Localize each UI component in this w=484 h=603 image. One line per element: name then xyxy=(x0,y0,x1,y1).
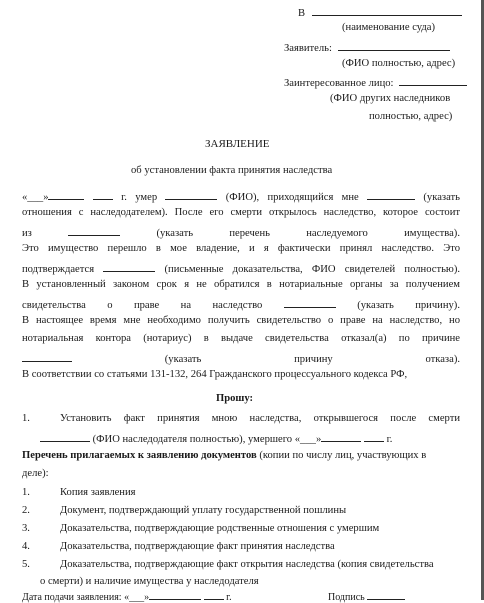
item-num: 5. xyxy=(22,559,30,570)
text: (указать причину). xyxy=(357,300,460,311)
p3-line-2 xyxy=(22,334,460,345)
court-line xyxy=(298,6,462,20)
attachment-item-text: Документ, подтверждающий уплату государственной пошлины xyxy=(60,505,347,516)
page-subtitle: об установлении факта принятия наследства xyxy=(131,165,333,176)
page-title: ЗАЯВЛЕНИЕ xyxy=(205,138,270,150)
text: (указать xyxy=(423,192,460,203)
attachment-item xyxy=(22,524,30,535)
request-line-1: Установить факт принятия мною наследства, открывшегося после смерти xyxy=(60,413,460,424)
p1-line-3 xyxy=(22,226,460,240)
item-num: 4. xyxy=(22,541,30,552)
item-num: 2. xyxy=(22,505,30,516)
text: (ФИО наследодателя полностью), умершего «___» xyxy=(92,434,322,445)
applicant-blank xyxy=(338,41,450,51)
blank xyxy=(48,190,84,200)
attachment-item-text: Доказательства, подтверждающие родственные отношения с умершим xyxy=(60,523,380,534)
date-label: Дата подачи заявления: «___» xyxy=(22,592,150,603)
p2-line-2 xyxy=(22,298,460,312)
court-blank xyxy=(312,6,462,16)
p1-line-2: отношения с наследодателем). После его смерти открылось наследство, которое состоит xyxy=(22,207,460,218)
interested-label: Заинтересованное лицо: xyxy=(284,78,394,89)
blank xyxy=(364,432,384,442)
attachments-heading-rest: (копии по числу лиц, участвующих в xyxy=(259,450,427,461)
attachment-item-5-line-2: о смерти) и наличие имущества у наследодателя xyxy=(40,576,259,587)
request-num: 1. xyxy=(22,413,30,424)
text: нотариальная контора (нотариус) в выдаче свидетельства отказал(а) по причине xyxy=(22,333,460,344)
applicant-hint: (ФИО полностью, адрес) xyxy=(342,58,456,69)
attachment-item xyxy=(22,506,30,517)
interested-hint-1: (ФИО других наследников xyxy=(330,93,451,104)
blank xyxy=(165,190,217,200)
attachment-item-text: Доказательства, подтверждающие факт открытия наследства (копия свидетельства xyxy=(60,559,434,570)
p1-line-4: Это имущество перешло в мое владение, и я фактически принял наследство. Это xyxy=(22,243,460,254)
blank xyxy=(68,226,120,236)
signature-blank xyxy=(367,591,405,600)
text: свидетельства о праве на наследство xyxy=(22,300,263,311)
request-line-2 xyxy=(40,432,392,446)
attachment-item xyxy=(22,542,30,553)
p3-line-3 xyxy=(22,352,460,366)
text: г. xyxy=(386,434,393,445)
attachment-item xyxy=(22,488,30,499)
blank xyxy=(204,591,224,600)
court-prefix: В xyxy=(298,8,306,19)
interested-hint-2: полностью, адрес) xyxy=(369,111,453,122)
court-hint: (наименование суда) xyxy=(342,22,436,33)
attachments-heading xyxy=(22,451,460,462)
applicant-line xyxy=(284,41,450,55)
applicant-label: Заявитель: xyxy=(284,43,332,54)
text: подтверждается xyxy=(22,264,95,275)
item-num: 3. xyxy=(22,523,30,534)
blank xyxy=(22,352,72,362)
request-heading: Прошу: xyxy=(216,393,254,404)
p3-line-1: В настоящее время мне необходимо получить свидетельство о праве на наследство, но xyxy=(22,315,460,326)
interested-line xyxy=(284,76,467,90)
attachment-item xyxy=(22,560,30,571)
attachment-item-text: Доказательства, подтверждающие факт принятия наследства xyxy=(60,541,335,552)
attachments-heading-bold: Перечень прилагаемых к заявлению документов xyxy=(22,450,257,461)
signature-label: Подпись xyxy=(328,592,365,603)
signature xyxy=(328,591,405,603)
item-num: 1. xyxy=(22,487,30,498)
text: (письменные доказательства, ФИО свидетелей полностью). xyxy=(164,264,461,275)
text: (указать перечень наследуемого имущества). xyxy=(156,228,460,239)
submission-date xyxy=(22,591,232,603)
blank xyxy=(103,262,155,272)
date-suffix: г. xyxy=(226,592,232,603)
date-quote: «___» xyxy=(22,192,49,203)
blank xyxy=(40,432,90,442)
blank xyxy=(149,591,201,600)
text: (ФИО), приходящийся мне xyxy=(225,192,359,203)
attachment-item-text: Копия заявления xyxy=(60,487,136,498)
p4-line: В соответствии со статьями 131-132, 264 Гражданского процессуального кодекса РФ, xyxy=(22,369,408,380)
blank xyxy=(93,190,113,200)
p2-line-1: В установленный законом срок я не обратился в нотариальные органы за получением xyxy=(22,279,460,290)
blank xyxy=(284,298,336,308)
p1-line-5 xyxy=(22,262,460,276)
text: из xyxy=(22,228,32,239)
interested-blank xyxy=(399,76,467,86)
blank xyxy=(321,432,361,442)
text: г. умер xyxy=(121,192,158,203)
attachments-heading-line-2: деле): xyxy=(22,468,49,479)
text: (указать причину отказа). xyxy=(164,354,460,365)
p1-line-1 xyxy=(22,190,460,204)
blank xyxy=(367,190,415,200)
